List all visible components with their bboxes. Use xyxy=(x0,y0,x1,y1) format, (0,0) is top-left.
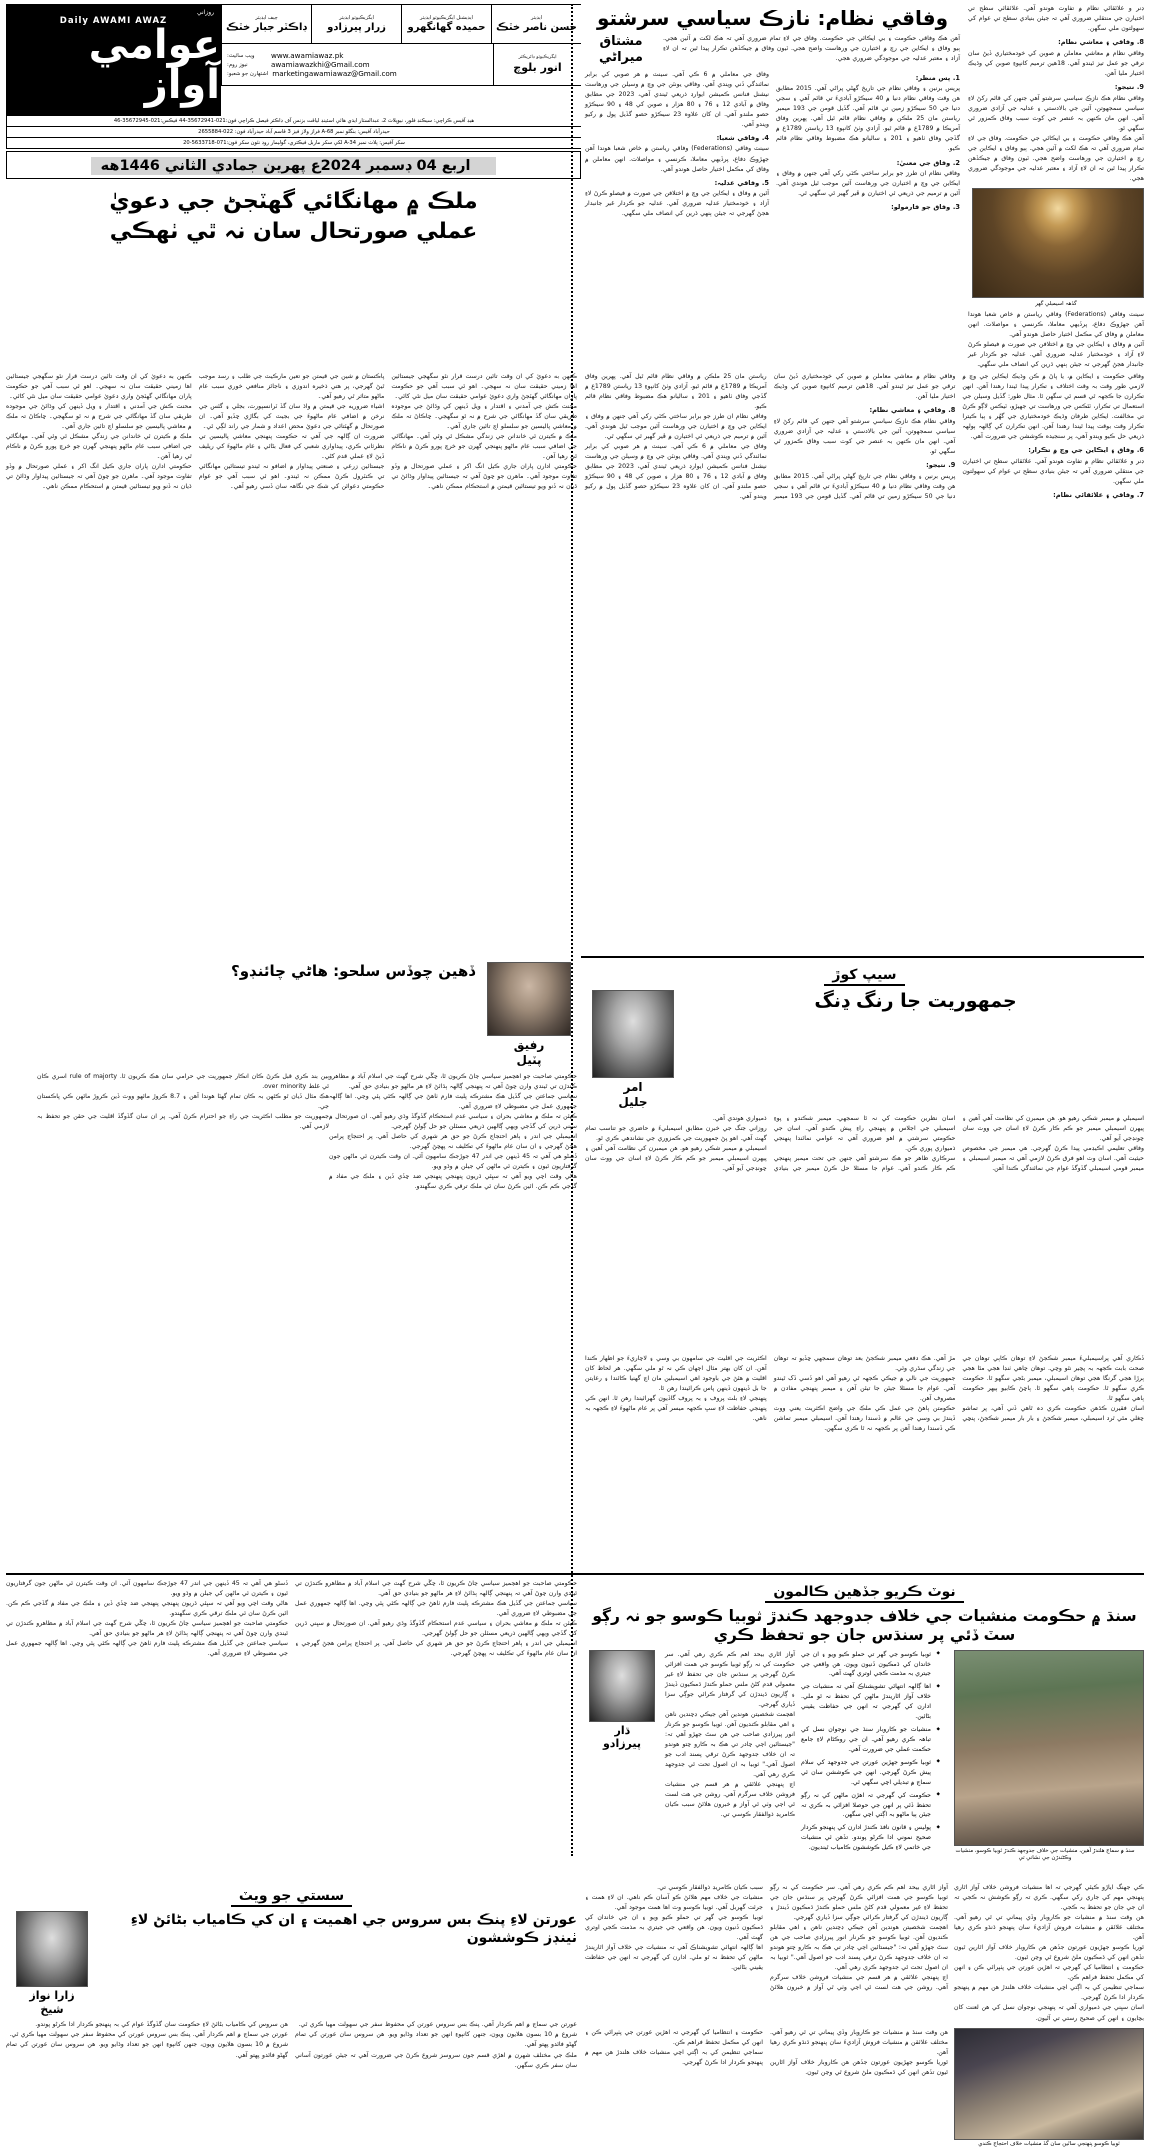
staff-chief-editor: چيف ايڊيٽر ڊاڪٽر جبار خٽڪ xyxy=(226,15,307,33)
rafiq-patel-photo xyxy=(487,962,571,1036)
contact-website[interactable]: ويب سائيٽ: www.awamiawaz.pk xyxy=(227,51,344,60)
column-label-sep-kor: سيپ کوڙ xyxy=(824,967,904,986)
drugs-byline: ڌار پيرزادو xyxy=(602,1723,642,1751)
masthead-staff-row xyxy=(221,4,581,44)
contact-newsroom-email[interactable]: نيوز روم: awamiawazkhi@Gmail.com xyxy=(227,60,370,69)
drugs-bullet-list: ◆ ثوبيا ڪوسو جي گهر تي حملو ڪيو ويو ۽ ان جي خاندان کي ڌمڪيون ڏنيون ويون. هن واقعي جي جيتري بہ مذمت ڪجي اوتري گهٽ آهي. ◆ اها ڳالهہ انتهائي تشويشناڪ آهي تہ منشيات جي خلاف آواز اٿاريندڙ ماڻهن کي تحفظ نہ ٿو ملي. ادارن کي گهرجي تہ انهن جي حفاظت يقيني بڻائين. ◆ منشيات جو ڪاروبار سنڌ جي نوجوان نسل کي تباهہ ڪري رهيو آهي. ان جي روڪٿام لاءِ جامع حڪمت عملي جي ضرورت آهي. ◆ ثوبيا ڪوسو جهڙين عورتن جي جدوجهد کي سلام پيش ڪرڻ گهرجي. انهن جي ڪوششن سان ئي سماج ۾ تبديلي اچي سگهي ٿي. ◆ حڪومت کي گهرجي تہ اهڙن ماڻهن کي نہ رڳو تحفظ ڏئي پر انهن جي حوصلا افزائي بہ ڪري تہ جيئن ٻيا ماڻهو بہ اڳتي اچي سگهن. ◆ پوليس ۽ قانون نافذ ڪندڙ ادارن کي پنهنجو ڪردار صحيح نموني ادا ڪرڻو پوندو. تڏهن ئي منشيات جي خاتمي لاءِ ڪيل ڪوششون ڪامياب ٿينديون. xyxy=(801,1650,940,1854)
contact-marketing-email[interactable]: اشتهارن جو شعبو: marketingawamiawaz@Gmail.com xyxy=(227,69,397,78)
column-label-susti-jo-wet: سستي جو ويٽ xyxy=(231,1888,352,1907)
rafiq-patel-byline: رفيق پٽيل xyxy=(513,1037,545,1067)
staff-executive-editor: ايگزيڪيوٽو ايڊيٽر زرار پيرزادو xyxy=(311,5,401,43)
opinion-right-headline: ڏهين چوڏس سلحو: هاڻي چائنڊو؟ xyxy=(231,961,475,980)
pink-bus-byline: زارا نواز شيخ xyxy=(29,1988,75,2016)
staff-editor: ايڊيٽر حسن ناصر خٽڪ xyxy=(491,5,581,43)
zara-nawaz-photo xyxy=(16,1911,88,1987)
drugs-body-continuation-2: هن وقت سنڌ ۾ منشيات جو ڪاروبار وڏي پيماني تي ٿي رهيو آهي. مختلف علائقن ۾ منشيات فروش آزاديءَ سان پنهنجو ڌنڌو ڪري رهيا آهن. ٿوريا ڪوسو جهڙيون عورتون جڏهن هن ڪاروبار خلاف آواز اٿارين ٿيون تڏهن انهن کي ڌمڪيون ملڻ شروع ٿي وڃن ٿيون. حڪومت ۽ انتظاميا کي گهرجي تہ اهڙين عورتن جي پٺڀرائي ڪن ۽ انهن کي مڪمل تحفظ فراهم ڪن. سماجي تنظيمن کي بہ اڳتي اچي منشيات خلاف هلندڙ هن مهم ۾ پنهنجو ڪردار ادا ڪرڻ گهرجي. xyxy=(585,2028,948,2076)
drugs-headline: سنڌ ۾ حڪومت منشيات جي خلاف جدوجهد ڪندڙ ثوبيا ڪوسو جو نہ رڳو سٽ ڏئي پر سنڌس جان جو تحفظ ڪري xyxy=(592,1606,1137,1645)
article-main-continuation: وفاقي حڪومت ۽ ايڪاين ۾، يا پاڻ ۾ ڪن وڌيڪ ايڪاين جي وچ ۾ لازمي طور وقت بہ وقت اختلاف ۽ تڪرار پيدا ٿيندا رهندا آهن. انهن تڪرارن جا ڪجهہ ٿي قسم ٿي سگهن ٿا. مثال طور: گڏيل وسيلن جي استعمال تي تڪرار، ٽئڪس جي ورهاست تي جهيڙو، ٽيڪس لاڳو ڪرڻ تي مخالفت. ايڪاين طرفان وڌيڪ خودمختياري جي گهُر ۽ ٻيا ڪيترا تڪرار وقت بوقت پيدا ٿيندا رهندا آهن. انهن تڪرارن کي ڳالهہ ٻولهہ ذريعي حل ڪيو ويندو آهي، پر سنجيده ڪوششن جي ضرورت آهي. 6. وفاق ۽ ايڪاين جي وچ ۾ تڪرار: ڊنر و علائقائي نظام ۾ تفاوت هوندو آهي. علائقائي سطح تي اختيارن جي منتقلي ضروري آهي تہ جيئن بنيادي سطح تي عوام کي سهولتون ملي سگهن. 7. وفاقي ۽ علائقائي نظام: وفاقي نظام ۾ معاشي معاملن ۾ صوبن کي خودمختياري ڏيڻ سان ترقي جو عمل تيز ٿيندو آهي. 18هين ترميم کانپوءِ صوبن کي وڌيڪ اختيار مليا آهن. 8. وفاقي ۽ معاشي نظام: وفاقي نظام هڪ نازڪ سياسي سرشتو آهي جنهن کي قائم رکڻ لاءِ سياسي سمجهوتن، آئين جي بالادستي ۽ عدليہ جي آزادي ضروري آهي. انهن مان ڪنهن بہ عنصر جي کوٽ سبب وفاق ڪمزور ٿي سگهي ٿو. 9. نتيجو: پريس برنين ۽ وفاقي نظام جي تاريخ گهڻي پراڻي آهي. 2015 مطابق هن وقت وفاقي نظام دنيا ۾ 40 سيڪڙو آباديءَ تي قائم آهي ۽ سجي دنيا جي 50 سيڪڙو زمين تي قائم آهي. گڏيل قومن جي 193 ميمبر رياستن مان 25 ملڪن ۾ وفاقي نظام قائم ٿيل آهي. پهرين وفاق آمريڪا ۾ 1789ع ۾ قائم ٿيو. آزادي وٺڻ کانپوءِ 13 رياستن 1789ع ۾ گڏجي وفاق ٺاهيو ۽ 201 ۽ ساليانو هڪ مضبوط وفاقي نظام قائم ڪيو. وفاقي نظام ان طرز جو برابر ساختي ڪٽي رکي آهي جنهن ۾ وفاق ۽ ايڪاين جي وچ ۾ اختيارن جي ورهاست آئين موجب ٿيل هوندي آهي. آئين ۾ ترميم جي ذريعي ئي اختيارن ۾ ڦير گهير ٿي سگهي ٿي. وفاق جي معاملي ۾ 6 ڪي آهي. سينٽ ۾ هر صوبي کي برابر نمائندگي ڏني ويندي آهي. وفاقي يونٽن جي وچ ۾ وسيلن جي ورهاست نيشنل فنانس ڪميشن ايوارڊ ذريعي ٿيندي آهي، 2023 جي مطابق وفاق ۾ آبادي 12 ۽ 76 ۽ 80 هزار ۽ صوبن کي 48 ۽ 90 سيڪڙو حصو ملندو آهي. ان کان علاوه 23 سيڪڙو حصو گڏيل پول ۾ رکيو ويندو آهي. xyxy=(585,372,1144,501)
article-main-col-far-left: ڊنر و علائقائي نظام ۾ تفاوت هوندو آهي. علائقائي سطح تي اختيارن جي منتقلي ضروري آهي تہ جيئن بنيادي سطح تي عوام کي سهولتون ملي سگهن. 8. وفاقي ۽ معاشي نظام: وفاقي نظام ۾ معاشي معاملن ۾ صوبن کي خودمختياري ڏيڻ سان ترقي جو عمل تيز ٿيندو آهي. 18هين ترميم کانپوءِ صوبن کي وڌيڪ اختيار مليا آهن. 9. نتيجو: وفاقي نظام هڪ نازڪ سياسي سرشتو آهي جنهن کي قائم رکڻ لاءِ سياسي سمجهوتن، آئين جي بالادستي ۽ عدليہ جي آزادي ضروري آهي. انهن مان ڪنهن بہ عنصر جي کوٽ سبب وفاق ڪمزور ٿي سگهي ٿو. آهن هڪ وفاقي حڪومت ۽ بي ايڪائي جي حڪومت. وفاق جي لاءِ تمام ضروري آهي تہ هڪ لکت ۾ آئين هجي. ٻيو وفاق ۽ ايڪاين جي رچ ۾ اختيارن جي ورهاست واضح هجي. ٽيون وفاق ۾ جيڪڏهن تڪرار پيدا ٿين تہ ان لاءِ آزاد ۽ معتبر عدليہ جي موجودگي ضروري هجي. xyxy=(968,5,1145,182)
column-label-note-karyo: نوٽ ڪريو جڏهين ڪالمون xyxy=(765,1584,963,1603)
logo-english-name: Daily AWAMI AWAZ xyxy=(59,15,168,26)
parliament-photo-caption: گڏهہ اسيمبلي گهر xyxy=(1035,301,1077,308)
article-main-body: 1. پس منظر: پريس برنين ۽ وفاقي نظام جي تاريخ گهڻي پراڻي آهي. 2015 مطابق هن وقت وفاقي نظام دنيا ۾ 40 سيڪڙو آباديءَ تي قائم آهي ۽ سجي دنيا جي 50 سيڪڙو زمين تي قائم آهي. گڏيل قومن جي 193 ميمبر رياستن مان 25 ملڪن ۾ وفاقي نظام قائم ٿيل آهي. پهرين وفاق آمريڪا ۾ 1789ع ۾ قائم ٿيو. آزادي وٺڻ کانپوءِ 13 رياستن 1789ع ۾ گڏجي وفاق ٺاهيو ۽ 201 ۽ ساليانو هڪ مضبوط وفاقي نظام قائم ڪيو. 2. وفاق جي معنيٰ: وفاقي نظام ان طرز جو برابر ساختي ڪٽي رکي آهي جنهن ۾ وفاق ۽ ايڪاين جي وچ ۾ اختيارن جي ورهاست آئين موجب ٿيل هوندي آهي. آئين ۾ ترميم جي ذريعي ئي اختيارن ۾ ڦير گهير ٿي سگهي ٿي. 3. وفاق جو فارمولو: وفاق جي معاملي ۾ 6 ڪي آهي. سينٽ ۾ هر صوبي کي برابر نمائندگي ڏني ويندي آهي. وفاقي يونٽن جي وچ ۾ وسيلن جي ورهاست نيشنل فنانس ڪميشن ايوارڊ ذريعي ٿيندي آهي، 2023 جي مطابق وفاق ۾ آبادي 12 ۽ 76 ۽ 80 هزار ۽ صوبن کي 48 ۽ 90 سيڪڙو حصو ملندو آهي. ان کان علاوه 23 سيڪڙو حصو گڏيل پول ۾ رکيو ويندو آهي. 4. وفاقي شعبا: سينٽ وفاقي (Federations) وفاقي رياستن ۾ خاص شعبا هوندا آهن جهڙوڪ دفاع، پرڏيهي معاملا، ڪرنسي ۽ مواصلات. انهن معاملن ۾ وفاق کي مڪمل اختيار حاصل هوندو آهي. 5. وفاقي عدليہ: آئين ۾ وفاق ۽ ايڪاين جي وچ ۾ اختلافن جي صورت ۾ فيصلو ڪرڻ لاءِ آزاد ۽ خودمختيار عدليہ ضروري آهي. عدليہ جو ڪردار غير جانبدار هجڻ گهرجي تہ جيئن ٻنهي ڌرين کي انصاف ملي سگهي. xyxy=(585,70,961,218)
date-bar xyxy=(6,151,581,179)
address-karachi: هيڊ آفيس ڪراچي: سيڪنڊ فلور، نيوپلاٽ 2، عبدالستار ايڌي هائي اسٽينڊ لياقت بزنس آف ڊاڪٽر فيصل ڪراچي فون:021-35672941-44 فيڪس:021-35672945-46 xyxy=(6,116,581,127)
column-separator xyxy=(571,4,573,1856)
masthead xyxy=(6,4,581,116)
opinion-right-continuation: حڪومتي صاحبت جو اهڄميز سياسي ڄاڻ ڪريون ٿا، چڱي شرح گهٽ جي اسلام آباد ۾ مظاهرو ڪندڙن تي ٿيندي وارن چوڻ آهي تہ پنهنجي ڳالهہ ٻڌائڻ لاءِ هر ماڻهو جو بنيادي حق آهي. سياسي جماعتن جي گڏيل هڪ مشترڪه پليٽ فارم ٺاهڻ جي ڳالهہ ڪئي پئي وڃي. اها ڳالهہ جمهوري عمل جي مضبوطي لاءِ ضروري آهي. ڪيئن تہ ملڪ ۾ معاشي بحران ۽ سياسي عدم استحڪام گڏوگڏ وڌي رهيو آهي. ان صورتحال ۾ سڀني ڌرين کي گڏجي ويهي ڳالهين ذريعي مسئلن جو حل ڳولڻ گهرجي. اسيمبلي جي اندر ۽ ٻاهر احتجاج ڪرڻ جو حق هر شهري کي حاصل آهي. پر احتجاج پرامن هجڻ گهرجي ۽ ان سان عام ماڻهوءَ کي تڪليف نہ پهچڻ گهرجي. ڏسڻو هي آهي تہ 45 ڏينهن جي اندر 47 جوڙجڪ سامهون آئي. ان وقت ڪيترن ئي ماڻهن جون گرفتاريون ٿيون ۽ ڪيترن ئي ماڻهن کي جيلن ۾ وڌو ويو. هاڻي وقت اچي ويو آهي تہ سڀئي ڌريون پنهنجي پنهنجي ضد ڇڏي ڏين ۽ ملڪ جي مفاد ۾ گڏجي ڪم ڪن. ائين ڪرڻ سان ئي ملڪ ترقي ڪري سگهندو. حڪومتي صاحبت جو اهڄميز سياسي ڄاڻ ڪريون ٿا، چڱي شرح گهٽ جي اسلام آباد ۾ مظاهرو ڪندڙن تي ٿيندي وارن چوڻ آهي تہ پنهنجي ڳالهہ ٻڌائڻ لاءِ هر ماڻهو جو بنيادي حق آهي. سياسي جماعتن جي گڏيل هڪ مشترڪه پليٽ فارم ٺاهڻ جي ڳالهہ ڪئي پئي وڃي. اها ڳالهہ جمهوري عمل جي مضبوطي لاءِ ضروري آهي. xyxy=(6,1579,577,1658)
article-main-byline: مشتاق ميراڻي xyxy=(599,34,643,66)
opinion-right-body: حڪومتي صاحبت جو اهڄميز سياسي ڄاڻ ڪريون ٿا، چڱي شرح گهٽ جي اسلام آباد ۾ مظاهرو ڪندڙن تي ٿيندي وارن چوڻ آهي تہ پنهنجي ڳالهہ ٻڌائڻ لاءِ هر ماڻهو جو بنيادي حق آهي. سياسي جماعتن جي گڏيل هڪ مشترڪه پليٽ فارم ٺاهڻ جي ڳالهہ ڪئي پئي وڃي. اها ڳالهہ جمهوري عمل جي مضبوطي لاءِ ضروري آهي. ڪيئن تہ ملڪ ۾ معاشي بحران ۽ سياسي عدم استحڪام گڏوگڏ وڌي رهيو آهي. ان صورتحال ۾ سڀني ڌرين کي گڏجي ويهي ڳالهين ذريعي مسئلن جو حل ڳولڻ گهرجي. اسيمبلي جي اندر ۽ ٻاهر احتجاج ڪرڻ جو حق هر شهري کي حاصل آهي. پر احتجاج پرامن هجڻ گهرجي ۽ ان سان عام ماڻهوءَ کي تڪليف نہ پهچڻ گهرجي. ڏسڻو هي آهي تہ 45 ڏينهن جي اندر 47 جوڙجڪ سامهون آئي. ان وقت ڪيترن ئي ماڻهن جون گرفتاريون ٿيون ۽ ڪيترن ئي ماڻهن کي جيلن ۾ وڌو ويو. هاڻي وقت اچي ويو آهي تہ سڀئي ڌريون پنهنجي پنهنجي ضد ڇڏي ڏين ۽ ملڪ جي مفاد ۾ گڏجي ڪم ڪن. ائين ڪرڻ سان ئي ملڪ ترقي ڪري سگهندو. xyxy=(329,1072,577,1191)
lead-story-body: ڪنهن به دعويٰ کي ان وقت تائين درست قرار نٿو سگهجي جيستائين اها زميني حقيقت سان نہ سهجي۔ اهو ئي سبب آهي جو حڪومت پاران مهانگائي گهٽجڻ واري دعويٰ عوامي حقيقت سان ميل نٿي کائي۔ محنت ڪش جي آمدني ۽ اقتدار ۽ ويل ڏينهن کي وڌائڻ جي موجوده طريقي سان گڏ مهانگائي جي شرح ۾ نہ ٿو سگهجي۔ ڇاڪاڻ تہ ملڪ ۾ معاشي پاليسين جو سلسلو اڄ تائين جاري آهي۔ ملڪ ۾ ڪيترن ئي خاندانن جي زندگي مشڪل ٿي وئي آهي۔ مهانگائي جي اضافي سبب عام ماڻهو پنهنجي گهرن جو خرچ پورو ڪرڻ ۾ ناڪام ٿي رهيا آهن۔ حڪومتي ادارن پاران جاري ڪيل انگ اکر ۽ عملي صورتحال ۾ وڏو تفاوت موجود آهي۔ ماهرن جو چوڻ آهي تہ جيستائين پيداوار وڌائڻ تي ڌيان نہ ڏنو ويو تيستائين قيمتن ۾ استحڪام ممڪن ناهي۔ پاڪستان ۾ شين جي قيمتن جو تعين مارڪيٽ جي طلب ۽ رسد موجب ٿيڻ گهرجي، پر هتي ذخيره اندوزي ۽ ناجائز منافعي خوري سبب عام ماڻهو متاثر ٿي رهيو آهي۔ اشياء ضروريه جي قيمتن ۾ واڌ سان گڏ ٽرانسپورٽ، بجلي ۽ گئس جي نرخن ۾ اضافي عام ماڻهوءَ جي بجيٽ کي بگاڙي ڇڏيو آهي۔ ان صورتحال ۾ گهٽتائي جي دعويٰ محض اعداد و شمار جي راند لڳي ٿي۔ ضرورت ان ڳالهہ جي آهي تہ حڪومت پنهنجي معاشي پاليسين تي نظرثاني ڪري، پيداواري شعبي کي فعال بڻائي ۽ عام ماڻهوءَ کي ريليف ڏيڻ لاءِ عملي قدم کڻي۔ جيستائين زرعي ۽ صنعتي پيداوار ۾ اضافو نہ ٿيندو تيستائين مهانگائي تي ڪنٽرول ڪرڻ ممڪن نہ ٿيندو۔ اهو ئي سبب آهي جو عوام حڪومتي دعوائن کي شڪ جي نگاهہ سان ڏسي رهيو آهي۔ ڪنهن به دعويٰ کي ان وقت تائين درست قرار نٿو سگهجي جيستائين اها زميني حقيقت سان نہ سهجي۔ اهو ئي سبب آهي جو حڪومت پاران مهانگائي گهٽجڻ واري دعويٰ عوامي حقيقت سان ميل نٿي کائي۔ محنت ڪش جي آمدني ۽ اقتدار ۽ ويل ڏينهن کي وڌائڻ جي موجوده طريقي سان گڏ مهانگائي جي شرح ۾ نہ ٿو سگهجي۔ ڇاڪاڻ تہ ملڪ ۾ معاشي پاليسين جو سلسلو اڄ تائين جاري آهي۔ ملڪ ۾ ڪيترن ئي خاندانن جي زندگي مشڪل ٿي وئي آهي۔ مهانگائي جي اضافي سبب عام ماڻهو پنهنجي گهرن جو خرچ پورو ڪرڻ ۾ ناڪام ٿي رهيا آهن۔ حڪومتي ادارن پاران جاري ڪيل انگ اکر ۽ عملي صورتحال ۾ وڏو تفاوت موجود آهي۔ ماهرن جو چوڻ آهي تہ جيستائين پيداوار وڌائڻ تي ڌيان نہ ڏنو ويو تيستائين قيمتن ۾ استحڪام ممڪن ناهي۔ xyxy=(6,372,577,491)
pink-bus-headline: عورتن لاءِ پنڪ بس سروس جي اهميت ۽ ان کي ڪامياب بڻائڻ لاءِ ٺينڊز ڪوششون xyxy=(130,1911,577,1947)
amar-jalil-byline: امر جليل xyxy=(618,1079,648,1109)
sobia-koso-photo xyxy=(954,1650,1144,1846)
masthead-logo xyxy=(6,4,221,116)
article-main-headline: وفاقي نظام: نازڪ سياسي سرشتو xyxy=(596,6,949,30)
address-hyderabad: حيدرآباد آفيس: بنگلو نمبر A-68 فراز ولاز فيز 3 قاسم آباد حيدرآباد فون: 022-2655884 xyxy=(6,127,581,138)
masthead-contact-row xyxy=(221,44,581,86)
drugs-far-left-body: ڪي جهنگ اياڙو ڪيئي گهرجي تہ اها منشيات فروشن خلاف آواز اٿاري پنهنجي مهم کي جاري رکي سگهي. ڪري تہ رڳو ڪوشش نہ ڪجي تہ ان جي جان جو تحفظ بہ ڪجي. هن وقت سنڌ ۾ منشيات جو ڪاروبار وڏي پيماني تي ٿي رهيو آهي. مختلف علائقن ۾ منشيات فروش آزاديءَ سان پنهنجو ڌنڌو ڪري رهيا آهن. ٿوريا ڪوسو جهڙيون عورتون جڏهن هن ڪاروبار خلاف آواز اٿارين ٿيون تڏهن انهن کي ڌمڪيون ملڻ شروع ٿي وڃن ٿيون. حڪومت ۽ انتظاميا کي گهرجي تہ اهڙين عورتن جي پٺڀرائي ڪن ۽ انهن کي مڪمل تحفظ فراهم ڪن. سماجي تنظيمن کي بہ اڳتي اچي منشيات خلاف هلندڙ هن مهم ۾ پنهنجو ڪردار ادا ڪرڻ گهرجي. اسان سڀني جي ذميواري آهي تہ پنهنجي نوجوان نسل کي هن لعنت کان بچايون ۽ انهن کي صحيح رستي تي آڻيون. xyxy=(954,1883,1144,2022)
protest-group-photo-caption: ثوبيا ڪوسو پنهنجي ساٿين سان گڏ منشيات خلاف احتجاج ڪندي xyxy=(978,2140,1120,2147)
lead-headline: ملڪ ۾ مهانگائي گهٽجڻ جي دعويٰ عملي صورتحال سان نہ ٿي ٺهڪي xyxy=(109,189,478,244)
address-sukkur: سکر آفيس: پلاٽ نمبر A-34 لکي سکر ماربل فيڪٽري، گوليمار روڊ نئون سکر فون:071-5633718-20 xyxy=(6,138,581,149)
staff-additional-executive-editor: ايڊيشنل ايگزيڪيوٽو ايڊيٽر حميده گهانگهرو xyxy=(401,5,491,43)
amar-jalil-photo xyxy=(592,990,674,1078)
drugs-body-continuation: آواز اٿاري بيحد اهم ڪم ڪري رهي آهي. سر حڪومت کي نہ رڳو ثوبيا ڪوسو جي همت افزائي ڪرڻ گهرجي پر سنڌس جان جي تحفظ لاءِ غير معمولي قدم کڻڻ ملس حملو ڪندڙ ڌمڪيون ڏيندڙ ۽ ڳاريون ڌيندڙن کي گرفتار ڪرائي جوڳي سزا ڏياري گهرجي. اهڄمت شخصيتن هوندين آهن جيڪي ڊچندين ناهن ۽ اهي مقابلو ڪنديون آهن. ثوبيا ڪوسو جو ڪرنار انور پيرزادي صاحب جي هن ستَ جهڙو آهي تہ: "جيستائين اڄي چادر تي هڪ بہ ڪارو چتو هوندو تہ ان خلاف جدوجهد ڪرڻ ترقي پسند ادب جو اصول آهي." ثوبيا بہ ان اصول تحت ٿي جدوجهد ڪري رهي آهي. اڄ پنهنجي علائقي ۾ هر قسم جي منشيات فروشن خلاف سرگرم آهي. روشن جي هت لست ٿي اڄي وٺي ٿي آواز ۾ خبرون هلائڻ سبب ڪيان ڪامريڊ ذوالفقار ڪوسي تي. منشيات جي خلاف مهم هلائڻ ڪو آسان ڪم ناهي. ان لاءِ همت ۽ جرئت گهربل آهي. ثوبيا ڪوسو وٽ اها همت موجود آهي. ثوبيا ڪوسو جي گهر تي حملو ڪيو ويو ۽ ان جي خاندان کي ڌمڪيون ڏنيون ويون. هن واقعي جي جيتري بہ مذمت ڪجي اوتري گهٽ آهي. اها ڳالهہ انتهائي تشويشناڪ آهي تہ منشيات جي خلاف آواز اٿاريندڙ ماڻهن کي تحفظ نہ ٿو ملي. ادارن کي گهرجي تہ انهن جي حفاظت يقيني بڻائين. xyxy=(585,1883,948,1992)
drugs-right-body: آواز اٿاري بيحد اهم ڪم ڪري رهي آهي. سر حڪومت کي نہ رڳو ثوبيا ڪوسو جي همت افزائي ڪرڻ گهرجي پر سنڌس جان جي تحفظ لاءِ غير معمولي قدم کڻڻ ملس حملو ڪندڙ ڌمڪيون ڏيندڙ ۽ ڳاريون ڌيندڙن کي گرفتار ڪرائي جوڳي سزا ڏياري گهرجي. اهڄمت شخصيتن هوندين آهن جيڪي ڊچندين ناهن ۽ اهي مقابلو ڪنديون آهن. ثوبيا ڪوسو جو ڪرنار انور پيرزادي صاحب جي هن ستَ جهڙو آهي تہ: "جيستائين اڄي چادر تي هڪ بہ ڪارو چتو هوندو تہ ان خلاف جدوجهد ڪرڻ ترقي پسند ادب جو اصول آهي." ثوبيا بہ ان اصول تحت ٿي جدوجهد ڪري رهي آهي. اڄ پنهنجي علائقي ۾ هر قسم جي منشيات فروشن خلاف سرگرم آهي. روشن جي هت لست ٿي اڄي وٺي ٿي آواز ۾ خبرون هلائڻ سبب ڪيان ڪامريڊ ذوالفقار ڪوسي تي. xyxy=(665,1650,795,1819)
pink-bus-body: عورتن جي سماج ۾ اهم ڪردار آهي. پنڪ بس سروس عورتن کي محفوظ سفر جي سهولت مهيا ڪري ٿي. شروع ۾ 10 بسون هلايون ويون، جنهن کانپوءِ انهن جو تعداد وڌايو ويو. هن سروس سان عورتن کي تمام گهڻو فائدو پهتو آهي. ملڪ جي مختلف شهرن ۾ اهڙي قسم جون سروسز شروع ڪرڻ جي ضرورت آهي تہ جيئن عورتون آساني سان سفر ڪري سگهن. هن سروس کي ڪامياب بڻائڻ لاءِ حڪومت سان گڏوگڏ عوام کي بہ پنهنجو ڪردار ادا ڪرڻو پوندو. عورتن جي سماج ۾ اهم ڪردار آهي. پنڪ بس سروس عورتن کي محفوظ سفر جي سهولت مهيا ڪري ٿي. شروع ۾ 10 بسون هلايون ويون، جنهن کانپوءِ انهن جو تعداد وڌايو ويو. هن سروس سان عورتن کي تمام گهڻو فائدو پهتو آهي. xyxy=(6,2021,578,2069)
sobia-koso-photo-caption: سنڌ ۾ سماج هلندڙ آهين، منشيات جي خلاف جدوجهد ڪندڙ ثوبيا ڪوسو، منشيات وڪڻندڙن جي نشاني تي xyxy=(955,1847,1135,1862)
logo-corner-label: روزاني xyxy=(196,9,214,16)
parliament-photo xyxy=(972,188,1144,298)
amar-jalil-body: اسيمبلي ۾ ميمبر شڪي رهيو هو. هن ميمبرن کي نظامت آهي آهين ۽ پيهرن اسيمبلي ميمبر جو ڪم ڪار ڪرڻ لاءِ اسان جي ووٽ سان چونڊجي آيو آهي. وفاقي تعليمي اڪيڊمي پيدا ڪرڻ گهرجي. هي ميمبر جي مخصوص حيثيت آهي. اسان وٽ اهو فرق ڪرڻ لازمي آهي تہ ميمبر اسيمبلي ۽ ميمبر قومي اسيمبلي گڏوگڏ عوام جي نمائندگي ڪندا آهن. اسان نظرين حڪومت کي نہ ٿا سمجهي. ميمبر شڪندو ۽ پوءِ اسيمبلي جي اجلاس ۾ پنهنجي راءِ پيش ڪندو آهي. اسان جي حڪومتي سرشتي ۾ اهو ضروري آهي تہ عوامي نمائندا پنهنجي ذميواري پوري ڪن. سرڪاري ظاهر جو هڪ سرشتو آهي جنهن جي تحت ميمبر پنهنجي ڪم ڪار ڪندو آهي. عوام جا مسئلا حل ڪرڻ ميمبر جي بنيادي ذميواري هوندي آهي. روزاني جنگ جي خبرن مطابق اسيمبليءَ ۾ حاضري جو تناسب تمام گهٽ آهي. اهو پڻ جمهوريت جي ڪمزوري جي نشاندهي ڪري ٿو. اسيمبلي ۾ ميمبر شڪي رهيو هو. هن ميمبرن کي نظامت آهي آهين ۽ پيهرن اسيمبلي ميمبر جو ڪم ڪار ڪرڻ لاءِ اسان جي ووٽ سان چونڊجي آيو آهي. xyxy=(585,1114,1144,1173)
amar-jalil-headline: جمهوريت جا رنگ ڍنگ xyxy=(814,989,1017,1012)
zardar-pirzado-photo xyxy=(589,1650,655,1722)
date-text: اربع 04 ڊسمبر 2024ع پهرين جمادي الثاني 1446هه xyxy=(91,157,497,175)
article-main-col-far-left-2: سينٽ وفاقي (Federations) وفاقي رياستن ۾ خاص شعبا هوندا آهن جهڙوڪ دفاع، پرڏيهي معاملا، ڪرنسي ۽ مواصلات. انهن معاملن ۾ وفاق کي مڪمل اختيار حاصل هوندو آهي. آئين ۾ وفاق ۽ ايڪاين جي وچ ۾ اختلافن جي صورت ۾ فيصلو ڪرڻ لاءِ آزاد ۽ خودمختيار عدليہ ضروري آهي. عدليہ جو ڪردار غير جانبدار هجڻ گهرجي تہ جيئن ٻنهي ڌرين کي انصاف ملي سگهي. xyxy=(968,310,1144,368)
article-main-intro: آهن هڪ وفاقي حڪومت ۽ بي ايڪائي جي حڪومت. وفاق جي لاءِ تمام ضروري آهي تہ هڪ لکت ۾ آئين هجي. ٻيو وفاق ۽ ايڪاين جي رچ ۾ اختيارن جي ورهاست واضح هجي. ٽيون وفاق ۾ جيڪڏهن تڪرار پيدا ٿين تہ ان لاءِ آزاد ۽ معتبر عدليہ جي موجودگي ضروري هجي. xyxy=(663,35,960,63)
logo-sindhi-name: عوامي آواز xyxy=(88,21,220,108)
executive-director: ايگزيڪيوٽو ڊائريڪٽر انور بلوچ xyxy=(493,44,581,85)
protest-group-photo xyxy=(954,2028,1144,2140)
amar-jalil-body-continued: ڏڪاري آهي پراسيمبليءَ ميمبر شڪجڻ لاءِ توهان ڪاٻي توهان جي صحت بابت ڪجهہ بہ پچير نٿو وچي. توهان چاهي ٺنڊا هجي مٿا هجي ٻرڙا هجي گرنگا هجي توهان اسيمبلي، ميمبر بڻجي سگهو ٿا. حڪومت ڪري سگهو ٿا. حڪومت ٻاهي سگهو ٿا. ٻاڇڻ ڪابيو ٻيهر حڪومت ٻاهي سگهو ٿا. اسان فقيرن ڪڌهن حڪومت ڪري دہ ٿاهي ڏني آهي، پر تماشو چغلي مٿي ٿرد اسيمبلي، ميمبر شڪجڻ ۽ بار بار ميمبر شڪجڻ، پنڇي مڙ آهي. هڪ دفعي ميمبر شڪجڻ بعد توهان سمجهي ڇڏيو تہ توهان جي زندگي سڌري وئي. جمهوريت جي نالي ۾ جيڪي ڪجهہ ٿي رهيو آهي اهو ڏسي ڏک ٿيندو آهي. عوام جا مسئلا جيئن جا تيئن آهن ۽ ميمبر پنهنجي مفادن ۾ مصروف آهن. حڪومتن ٻاهڻ جي عمل ڪي ملڪ جي واضح اڪثريت يعني ووٽ ڏيندڙ بي وسي جي عالم ۾ ڏسندا رهندا آهن. اسيمبلي ميمبر تماشن ڪي ڏسندا رهندا آهن پر ڪجهہ نہ ٿا ڪري سگهن. اڪثريت جي اقليت جي سامهون بي وسي ۽ لاچاريءَ جو اظهار ڪندا آهن. ان کان بهتر مثال اڄهان ڪي نہ ٿو ملي سگهي. هر لحاظ کان اقليت ۾ هئڻ جي باوجود اهي اسيمبلين مان اڄ گهنيا ڪائندا ۽ رعايتن جا بل ڏينهون ڏينهن پاس ڪرائيندا رهن ٿا. پنهنجي لاءِ بلٽ پروف ۽ بہ پروف گاڏيون گهرائيندا رهن ٿا. انهن ڪي پنهنجي حفاظت لاءِ سڀ ڪجهہ ميسر آهي پر عام ماڻهوءَ لاءِ ڪجهہ بہ ناهي. xyxy=(585,1354,1144,1433)
opinion-right-body-2: ٻين بند ڪري قبل ڪرڻ ڪان انڪار جمهوريت جي حرامي سان هڪ ڪريون ٿا. rule of majorty اسري ڪان ٿي غلط over minority. هڪ مثال ڏيان ٿو ڪٿهن بہ ڪان تمام گهٽا هوندا آهن ۽ 8.7 ڪروڙ مائهو ووٽ ڏين ڪروڙ مائهن ڪي پاڪستان جي. جمهوريت جو مطلب اڪثريت جي راءِ جو احترام ڪرڻ آهي. پر ان سان گڏوگڏ اقليت جي حقن جو تحفظ بہ لازمي آهي. xyxy=(37,1072,329,1131)
